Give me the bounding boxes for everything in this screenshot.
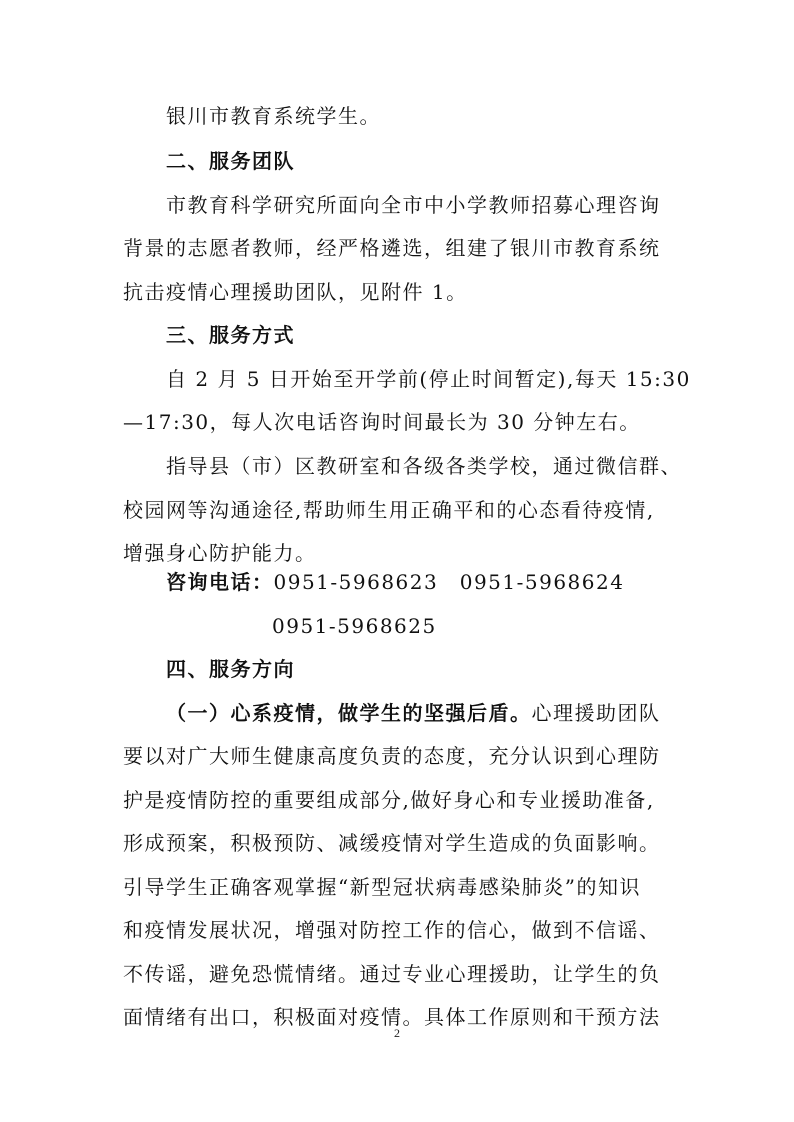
page-number: 2 [394,1026,400,1040]
section-heading-service-team: 二、服务团队 [166,149,295,173]
consult-phone-number-extra: 0951-5968625 [272,614,437,638]
body-line: 背景的志愿者教师，经严格遴选，组建了银川市教育系统 [123,236,661,260]
body-line: 自 2 月 5 日开始至开学前(停止时间暂定),每天 15:30 [166,367,691,391]
body-line: 和疫情发展状况，增强对防控工作的信心，做到不信谣、 [123,918,661,942]
consult-phone-numbers: 0951-5968623 0951-5968624 [273,570,625,594]
body-line: 市教育科学研究所面向全市中小学教师招募心理咨询 [166,193,661,217]
body-line [166,701,661,725]
body-line: 指导县（市）区教研室和各级各类学校，通过微信群、 [166,454,682,478]
body-line: 形成预案，积极预防、减缓疫情对学生造成的负面影响。 [123,831,661,855]
body-line: 校园网等沟通途径,帮助师生用正确平和的心态看待疫情, [123,498,655,522]
body-line: 护是疫情防控的重要组成部分,做好身心和专业援助准备, [123,788,655,812]
body-line: 引导学生正确客观掌握“新型冠状病毒感染肺炎”的知识 [123,875,641,899]
body-line: 增强身心防护能力。 [123,541,317,565]
section-heading-service-method: 三、服务方式 [166,323,295,347]
body-line: 抗击疫情心理援助团队，见附件 1。 [123,280,468,304]
body-line: 银川市教育系统学生。 [166,104,381,128]
body-line: 要以对广大师生健康高度负责的态度，充分认识到心理防 [123,744,661,768]
section-heading-service-direction: 四、服务方向 [166,657,295,681]
body-line: 不传谣，避免恐慌情绪。通过专业心理援助，让学生的负 [123,962,661,986]
subsection-lead: （一）心系疫情，做学生的坚强后盾。 [166,701,532,725]
body-line: 面情绪有出口，积极面对疫情。具体工作原则和干预方法 [123,1005,661,1029]
body-line: —17:30，每人次电话咨询时间最长为 30 分钟左右。 [123,410,641,434]
consult-phone-line [166,570,624,594]
consult-phone-label: 咨询电话： [166,570,274,594]
subsection-text: 心理援助团队 [531,701,661,725]
